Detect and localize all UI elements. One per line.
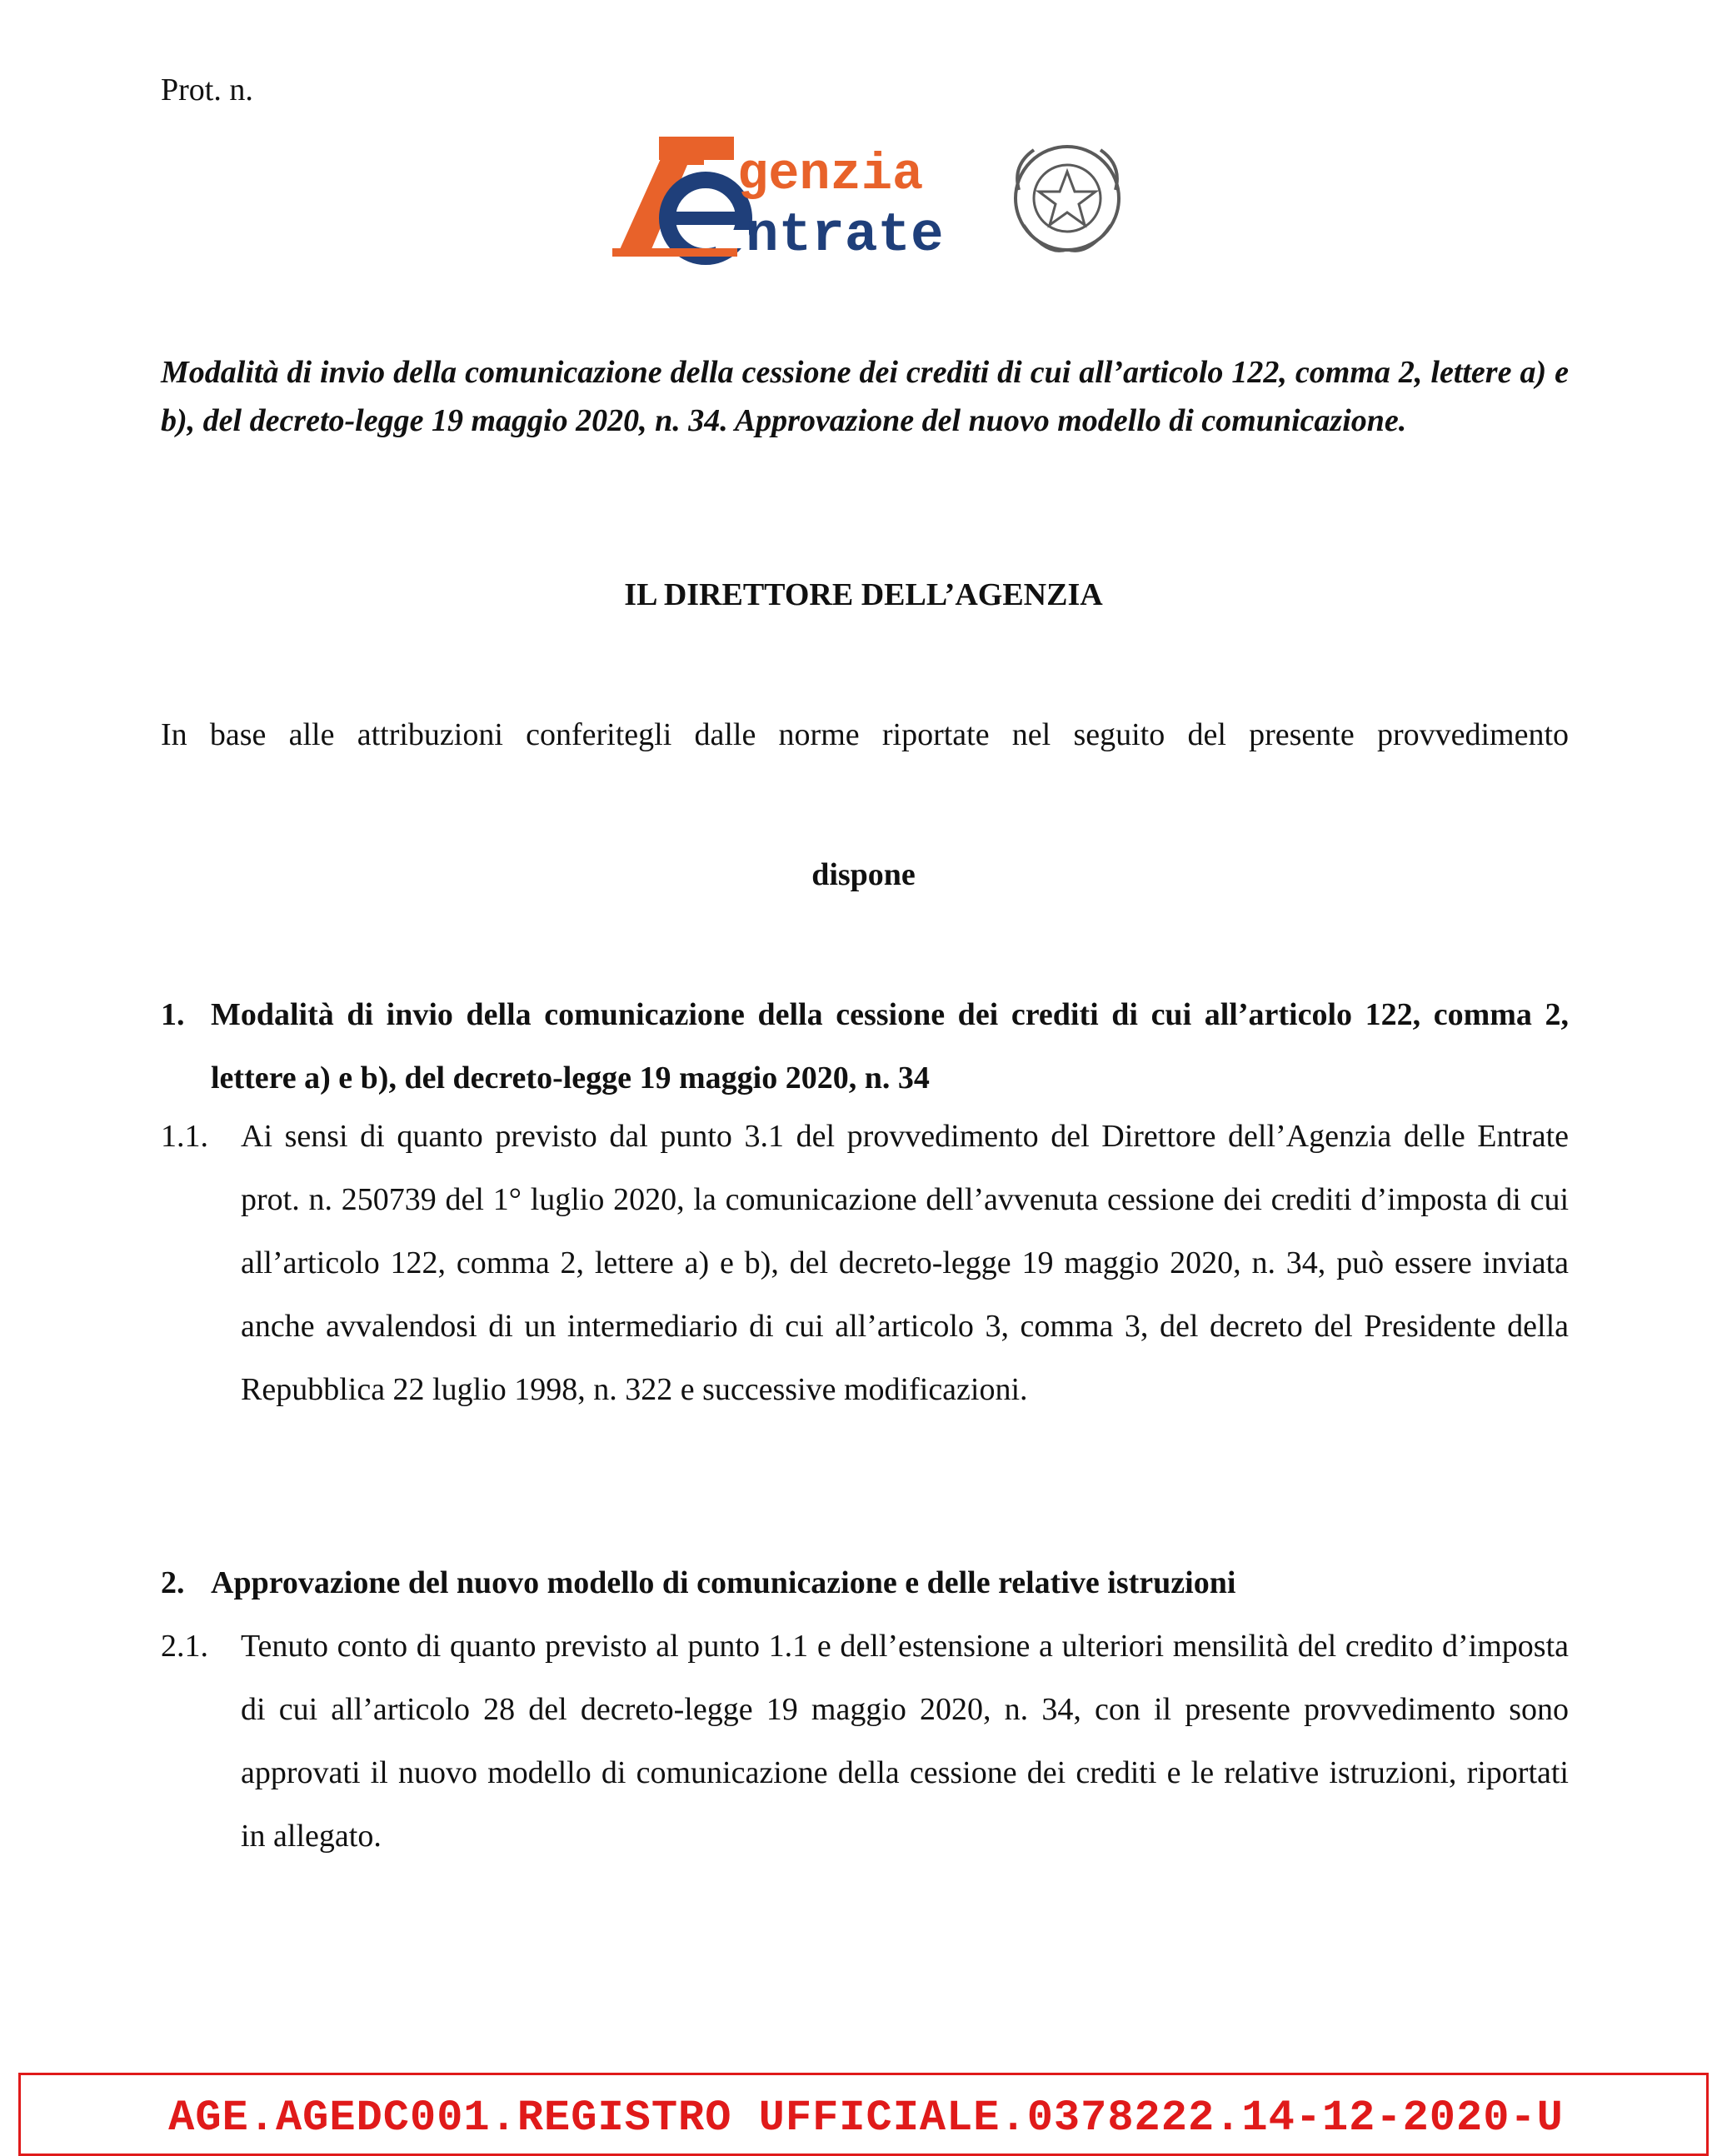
paragraph-text: Ai sensi di quanto previsto dal punto 3.1 del provvedimento del Direttore dell’Agenzia delle Entrate prot. n. 250739 del 1° luglio 2020, la comunicazione dell’avvenuta cessione dei crediti d’imposta di cui all’articolo 122, comma 2, lettere a) e b), del decreto-legge 19 maggio 2020, n. 34, può essere inviata anche avvalendosi di un intermediario di cui all’articolo 3, comma 3, del decreto del Presidente della Repubblica 22 luglio 1998, n. 322 e successive modificazioni. [241,1119,1569,1407]
intro-paragraph: In base alle attribuzioni conferitegli dalle norme riportate nel seguito del presente provvedimento [161,717,1569,752]
paragraph-number: 1.1. [161,1119,208,1154]
dispone-heading: dispone [811,857,916,892]
agenzia-entrate-logo [612,132,1121,265]
director-heading: IL DIRETTORE DELL’AGENZIA [624,577,1103,612]
section-2-heading [161,1551,1569,1615]
paragraph-1-1 [161,1105,1569,1421]
section-number: 1. [161,997,185,1032]
section-number: 2. [161,1565,185,1600]
document-title: Modalità di invio della comunicazione della cessione dei crediti di cui all’articolo 122, comma 2, lettere a) e b), del decreto-legge 19 maggio 2020, n. 34. Approvazione del nuovo modello di comunicazione. [161,355,1569,438]
paragraph-2-1 [161,1615,1569,1868]
section-heading-text: Modalità di invio della comunicazione della cessione dei crediti di cui all’articolo 122, comma 2, lettere a) e b), del decreto-legge 19 maggio 2020, n. 34 [211,997,1569,1095]
republic-emblem-icon [1016,147,1119,251]
section-1-heading [161,983,1569,1110]
logo-text-ntrate: ntrate [746,204,944,265]
registry-stamp [18,2073,1709,2156]
logo-text-genzia: genzia [737,145,924,204]
registry-stamp-text: AGE.AGEDC001.REGISTRO UFFICIALE.0378222.14-12-2020-U [168,2094,1564,2143]
paragraph-text: Tenuto conto di quanto previsto al punto 1.1 e dell’estensione a ulteriori mensilità del credito d’imposta di cui all’articolo 28 del decreto-legge 19 maggio 2020, n. 34, con il presente provvedimento sono approvati il nuovo modello di comunicazione della cessione dei crediti e le relative istruzioni, riportati in allegato. [241,1629,1569,1854]
section-heading-text: Approvazione del nuovo modello di comunicazione e delle relative istruzioni [211,1565,1236,1600]
paragraph-number: 2.1. [161,1629,208,1664]
protocol-label: Prot. n. [161,72,253,107]
